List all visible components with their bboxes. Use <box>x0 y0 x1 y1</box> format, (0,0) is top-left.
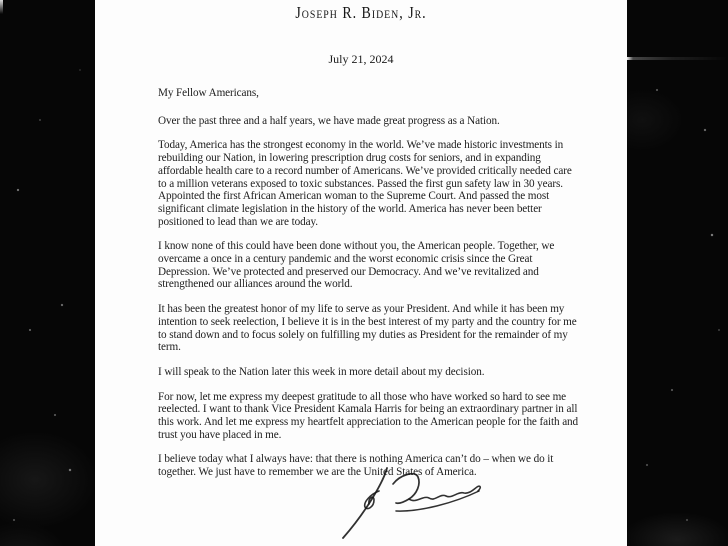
photo-background-right <box>627 0 728 546</box>
letter-paragraph: Today, America has the strongest economy in the world. We’ve made historic investments in rebuilding our Nation, in lowering prescription drug costs for seniors, and in expanding affordable health care to a record number of Americans. We’ve provided critically needed care to a million veterans exposed to toxic substances. Passed the first gun safety law in 30 years. Appointed the first African American woman to the Supreme Court. And passed the most significant climate legislation in the history of the world. America has never been better positioned to lead than we are today. <box>158 139 572 228</box>
letter-paragraph: I believe today what I always have: that there is nothing America can’t do – when we do it together. We just have to remember we are the United States of America. <box>158 453 554 479</box>
letter-paragraph: Over the past three and a half years, we have made great progress as a Nation. <box>158 114 500 127</box>
letter-paragraph: I will speak to the Nation later this week in more detail about my decision. <box>158 365 485 378</box>
letterhead-name: Joseph R. Biden, Jr. <box>295 3 427 22</box>
salutation: My Fellow Americans, <box>158 87 259 99</box>
letter-paragraph: It has been the greatest honor of my life to serve as your President. And while it has been my intention to seek reelection, I believe it is in the best interest of my party and the country for me to stand down and to focus solely on fulfilling my duties as President for the remainder of my term. <box>158 303 577 354</box>
letter-paragraph: I know none of this could have been done without you, the American people. Together, we overcame a once in a century pandemic and the worst economic crisis since the Great Depression. We’ve protected and preserved our Democracy. And we’ve revitalized and strengthened our alliances around the world. <box>158 240 555 291</box>
letter-body <box>158 87 630 491</box>
photo-edge-highlight <box>0 0 3 14</box>
photo-background-left <box>0 0 95 546</box>
letter-paragraph: For now, let me express my deepest gratitude to all those who have worked so hard to see me reelected. I want to thank Vice President Kamala Harris for being an extraordinary partner in all this work. And let me express my heartfelt appreciation to the American people for the faith and trust you have placed in me. <box>158 390 579 441</box>
letter-date: July 21, 2024 <box>328 52 394 66</box>
photo-scratch <box>627 57 727 60</box>
joe-biden-signature <box>338 461 508 546</box>
letter-paper <box>95 0 627 546</box>
